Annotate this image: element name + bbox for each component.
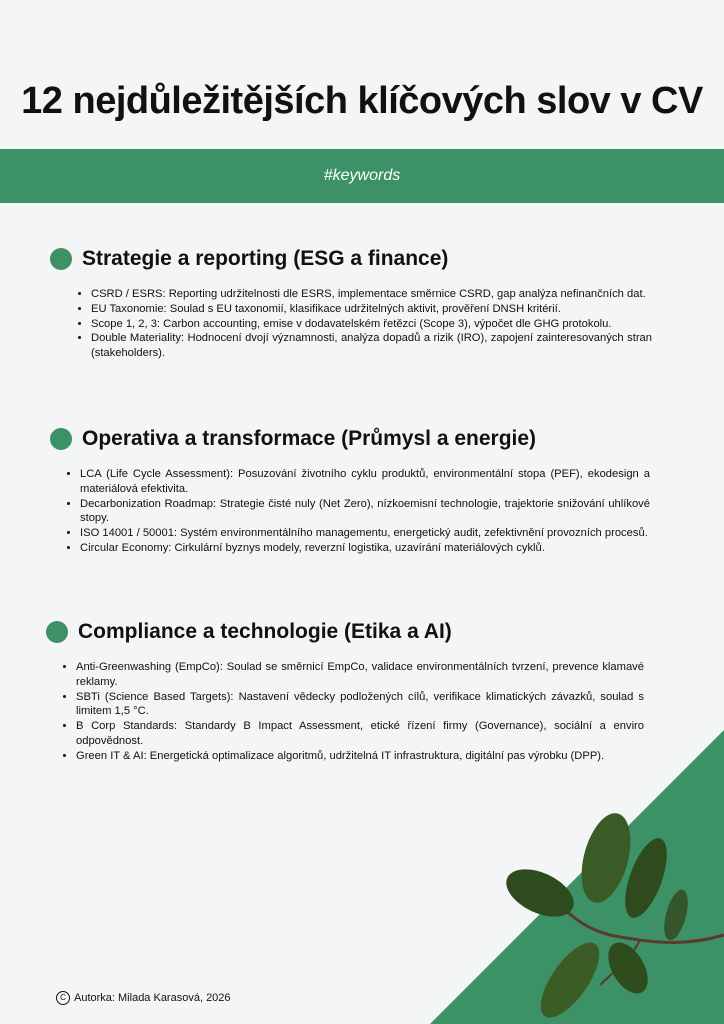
copyright-icon: C	[56, 991, 70, 1005]
section-heading	[46, 620, 644, 644]
list-item: • Scope 1, 2, 3: Carbon accounting, emise v dodavatelském řetězci (Scope 3), výpočet dle GHG protokolu.	[91, 317, 652, 332]
section-strategy-reporting	[50, 247, 652, 361]
list-item: • B Corp Standards: Standardy B Impact Assessment, etické řízení firmy (Governance), sociální a enviro odpovědnost.	[76, 719, 644, 749]
keyword-list	[62, 467, 650, 556]
list-item: • SBTi (Science Based Targets): Nastavení vědecky podložených cílů, verifikace klimatických závazků, soulad s limitem 1,5 °C.	[76, 690, 644, 720]
bullet-dot-icon	[50, 248, 72, 270]
bullet-dot-icon	[46, 621, 68, 643]
list-item: • LCA (Life Cycle Assessment): Posuzování životního cyklu produktů, environmentální stopa (PEF), ekodesign a materiálová efektivita.	[80, 467, 650, 497]
list-item: • EU Taxonomie: Soulad s EU taxonomií, klasifikace udržitelných aktivit, prověření DNSH kritérií.	[91, 302, 652, 317]
list-item: • Decarbonization Roadmap: Strategie čisté nuly (Net Zero), nízkoemisní technologie, trajektorie snižování uhlíkové stopy.	[80, 497, 650, 527]
section-title: Operativa a transformace (Průmysl a energie)	[82, 427, 537, 450]
section-compliance-technology	[46, 620, 644, 764]
author-credit: Autorka: Milada Karasová, 2026	[74, 992, 231, 1004]
section-operations-transformation	[50, 427, 650, 556]
list-item: • Double Materiality: Hodnocení dvojí významnosti, analýza dopadů a rizik (IRO), zapojení zainteresovaných stran (stakeholders).	[91, 331, 652, 361]
keyword-list	[58, 660, 644, 764]
bullet-dot-icon	[50, 428, 72, 450]
section-title: Strategie a reporting (ESG a finance)	[82, 247, 449, 270]
list-item: • Circular Economy: Cirkulární byznys modely, reverzní logistika, uzavírání materiálových cyklů.	[80, 541, 650, 556]
keyword-list	[73, 287, 652, 361]
section-heading	[50, 427, 650, 451]
list-item: • Anti-Greenwashing (EmpCo): Soulad se směrnicí EmpCo, validace environmentálních tvrzení, prevence klamavé reklamy.	[76, 660, 644, 690]
list-item: • ISO 14001 / 50001: Systém environmentálního managementu, energetický audit, zefektivnění provozních procesů.	[80, 526, 650, 541]
footer-credit	[56, 991, 231, 1005]
list-item: • Green IT & AI: Energetická optimalizace algoritmů, udržitelná IT infrastruktura, digitální pas výrobku (DPP).	[76, 749, 644, 764]
section-title: Compliance a technologie (Etika a AI)	[78, 620, 452, 643]
list-item: • CSRD / ESRS: Reporting udržitelnosti dle ESRS, implementace směrnice CSRD, gap analýza nefinančních dat.	[91, 287, 652, 302]
page-title: 12 nejdůležitějších klíčových slov v CV	[21, 80, 703, 122]
keywords-banner	[0, 149, 724, 203]
banner-hashtag: #keywords	[323, 167, 401, 184]
section-heading	[50, 247, 652, 271]
